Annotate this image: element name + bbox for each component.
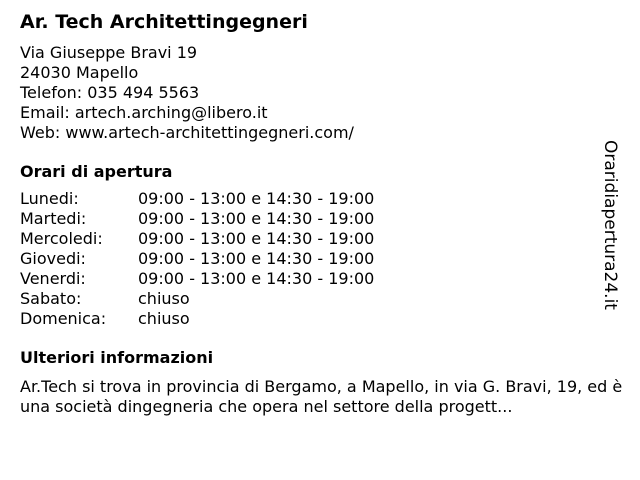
- web-line: Web: www.artech-architettingegneri.com/: [20, 123, 354, 142]
- hours-table: [20, 189, 610, 329]
- hours-row: [20, 309, 610, 329]
- hours-time: 09:00 - 13:00 e 14:30 - 19:00: [138, 209, 375, 228]
- hours-time: 09:00 - 13:00 e 14:30 - 19:00: [138, 249, 375, 268]
- hours-row: [20, 229, 610, 249]
- hours-day: Venerdi:: [20, 269, 86, 288]
- city-address: 24030 Mapello: [20, 63, 139, 82]
- hours-row: [20, 289, 610, 309]
- contact-block: [20, 43, 610, 143]
- brand-watermark: Oraridiapertura24.it: [600, 140, 620, 310]
- info-heading: Ulteriori informazioni: [20, 348, 214, 367]
- hours-time: 09:00 - 13:00 e 14:30 - 19:00: [138, 269, 375, 288]
- business-name: Ar. Tech Architettingegneri: [20, 11, 308, 33]
- hours-day: Sabato:: [20, 289, 82, 308]
- hours-row: [20, 269, 610, 289]
- hours-time: chiuso: [138, 309, 190, 328]
- hours-day: Domenica:: [20, 309, 107, 328]
- hours-row: [20, 249, 610, 269]
- business-card: [20, 10, 623, 417]
- phone-line: Telefon: 035 494 5563: [20, 83, 200, 102]
- hours-day: Lunedi:: [20, 189, 79, 208]
- hours-heading: Orari di apertura: [20, 162, 173, 181]
- hours-time: chiuso: [138, 289, 190, 308]
- hours-day: Giovedi:: [20, 249, 86, 268]
- email-line: Email: artech.arching@libero.it: [20, 103, 268, 122]
- hours-day: Mercoledi:: [20, 229, 103, 248]
- hours-day: Martedi:: [20, 209, 87, 228]
- hours-time: 09:00 - 13:00 e 14:30 - 19:00: [138, 189, 375, 208]
- info-text: Ar.Tech si trova in provincia di Bergamo, a Mapello, in via G. Bravi, 19, ed è una società dingegneria che opera nel settore della progett...: [20, 377, 623, 416]
- hours-time: 09:00 - 13:00 e 14:30 - 19:00: [138, 229, 375, 248]
- hours-row: [20, 189, 610, 209]
- street-address: Via Giuseppe Bravi 19: [20, 43, 198, 62]
- hours-row: [20, 209, 610, 229]
